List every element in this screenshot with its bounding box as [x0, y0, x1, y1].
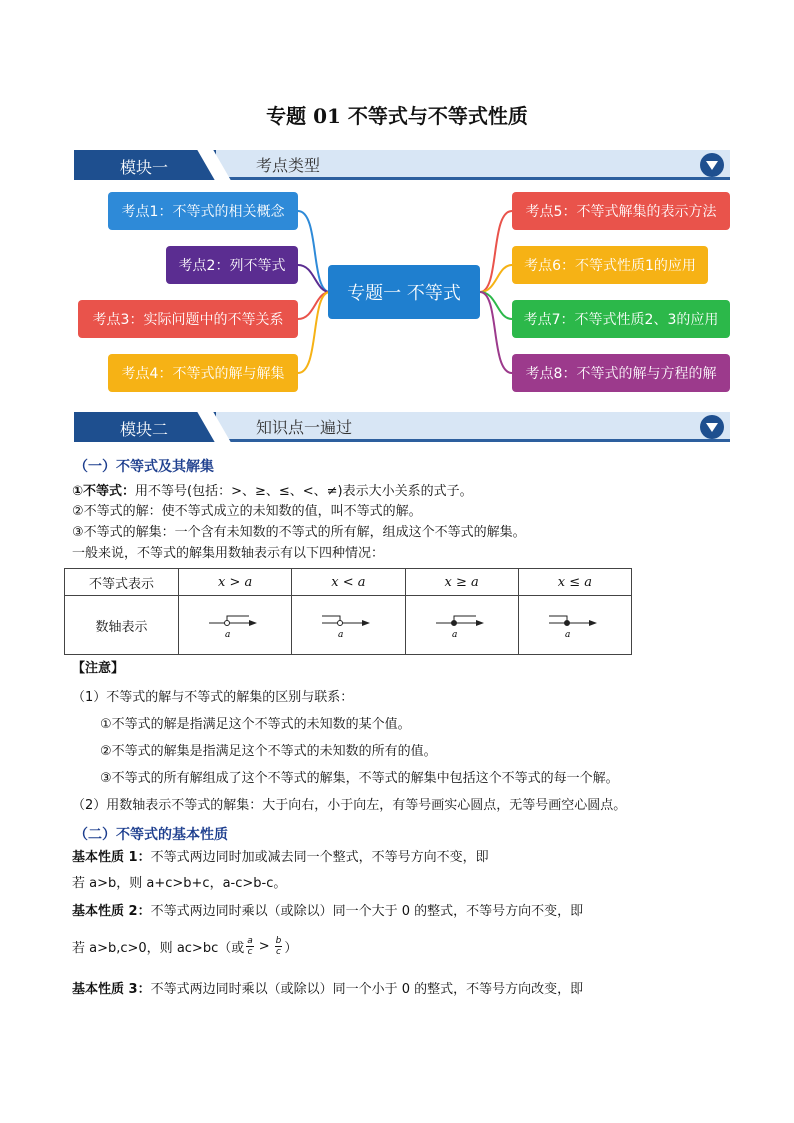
property-1-label: 基本性质 1： — [72, 850, 151, 865]
property-2-formula — [72, 936, 297, 957]
topic-node-5: 考点5：不等式解集的表示方法 — [512, 192, 730, 230]
fraction-numerator: b — [275, 936, 282, 946]
note-2: （2）用数轴表示不等式的解集：大于向右，小于向左，有等号画实心圆点，无等号画空心圆点。 — [72, 798, 627, 813]
number-line-gt — [179, 596, 292, 655]
property-2-text: 不等式两边同时乘以（或除以）同一个大于 0 的整式，不等号方向不变，即 — [150, 904, 584, 919]
number-line-diagram — [432, 610, 492, 640]
topic-node-4: 考点4：不等式的解与解集 — [108, 354, 298, 392]
axis-point-label: a — [564, 630, 571, 640]
module-2-title-bar — [216, 412, 730, 442]
topic-node-7: 考点7：不等式性质2、3的应用 — [512, 300, 730, 338]
inequality-ge: x ≥ a — [405, 569, 518, 596]
definition-inequality — [72, 480, 473, 499]
table-row — [65, 596, 632, 655]
topic-node-6: 考点6：不等式性质1的应用 — [512, 246, 708, 284]
topic-node-2: 考点2：列不等式 — [166, 246, 298, 284]
fraction-numerator: a — [247, 936, 253, 946]
note-1b: ②不等式的解集是指满足这个不等式的未知数的所有的值。 — [100, 744, 437, 759]
property-1-text: 不等式两边同时加或减去同一个整式，不等号方向不变，即 — [150, 850, 489, 865]
number-line-ge — [405, 596, 518, 655]
axis-point-label: a — [451, 630, 457, 640]
axis-point-label: a — [225, 630, 231, 640]
note-1: （1）不等式的解与不等式的解集的区别与联系： — [72, 690, 354, 705]
topic-node-8: 考点8：不等式的解与方程的解 — [512, 354, 730, 392]
definition-label: ①不等式： — [72, 484, 136, 499]
module-2-header — [74, 412, 730, 442]
chevron-down-icon[interactable] — [700, 415, 724, 439]
fraction-b-over-c — [275, 936, 283, 957]
table-row-label: 数轴表示 — [65, 596, 179, 655]
definition-text: 用不等号(包括：>、≥、≤、<、≠)表示大小关系的式子。 — [135, 484, 473, 499]
note-1c: ③不等式的所有解组成了这个不等式的解集，不等式的解集中包括这个不等式的每一个解。 — [100, 771, 619, 786]
inequality-gt: x > a — [179, 569, 292, 596]
section-1-title: （一）不等式及其解集 — [74, 459, 214, 475]
number-line-le — [518, 596, 631, 655]
definition-solution: ②不等式的解：使不等式成立的未知数的值，叫不等式的解。 — [72, 504, 422, 519]
module-1-title-bar — [216, 150, 730, 180]
inequality-le: x ≤ a — [518, 569, 631, 596]
property-3-label: 基本性质 3： — [72, 982, 151, 997]
topic-node-3: 考点3：实际问题中的不等关系 — [78, 300, 298, 338]
table-header-cell: 不等式表示 — [65, 569, 179, 596]
number-line-diagram — [545, 610, 605, 640]
topic-node-1: 考点1：不等式的相关概念 — [108, 192, 298, 230]
number-line-lt — [292, 596, 405, 655]
property-2 — [72, 900, 583, 919]
note-title: 【注意】 — [72, 661, 125, 676]
property-3-text: 不等式两边同时乘以（或除以）同一个小于 0 的整式，不等号方向改变，即 — [150, 982, 584, 997]
chevron-down-icon[interactable] — [700, 153, 724, 177]
table-row — [65, 569, 632, 596]
module-2-tag-label: 模块二 — [120, 420, 169, 439]
property-3 — [72, 978, 583, 997]
fraction-denominator: c — [247, 947, 253, 957]
number-line-diagram — [205, 610, 265, 640]
property-2-formula-close: ） — [284, 941, 298, 956]
note-1a: ①不等式的解是指满足这个不等式的未知数的某个值。 — [100, 717, 411, 732]
module-1-title: 考点类型 — [256, 156, 321, 175]
number-line-table — [64, 568, 632, 655]
axis-point-label: a — [338, 630, 344, 640]
page-title: 专题 01 不等式与不等式性质 — [266, 104, 528, 128]
center-topic-node: 专题一 不等式 — [328, 265, 480, 319]
property-1 — [72, 846, 489, 865]
property-2-label: 基本性质 2： — [72, 904, 151, 919]
number-line-intro: 一般来说，不等式的解集用数轴表示有以下四种情况： — [72, 546, 385, 561]
section-2-title: （二）不等式的基本性质 — [74, 827, 228, 843]
property-1-formula: 若 a>b，则 a+c>b+c，a-c>b-c。 — [72, 876, 287, 891]
number-line-diagram — [318, 610, 378, 640]
fraction-denominator: c — [276, 947, 281, 957]
module-1-tag-label: 模块一 — [120, 158, 169, 177]
inequality-lt: x < a — [292, 569, 405, 596]
property-2-formula-text: 若 a>b,c>0，则 ac>bc（或 — [72, 941, 245, 956]
fraction-a-over-c — [246, 936, 254, 957]
definition-solution-set: ③不等式的解集：一个含有未知数的不等式的所有解，组成这个不等式的解集。 — [72, 525, 526, 540]
greater-than-symbol: > — [258, 939, 270, 954]
module-2-title: 知识点一遍过 — [256, 418, 353, 437]
module-1-header — [74, 150, 730, 180]
